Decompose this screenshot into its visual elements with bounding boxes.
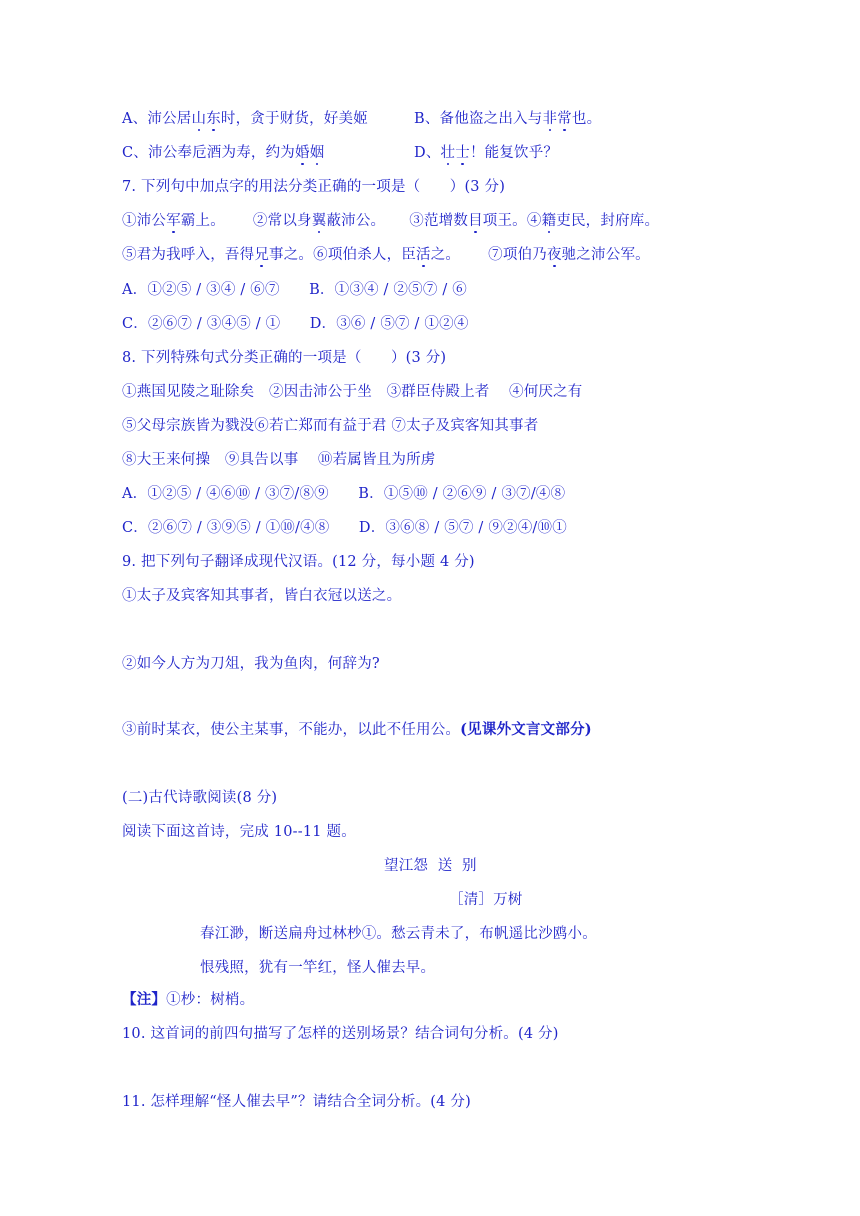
dotted-char: 东 xyxy=(206,111,221,127)
q8-sentences-row1: ①燕国见陵之耻除矣 ②因击沛公于坐 ③群臣侍殿上者 ④何厌之有 xyxy=(122,384,583,400)
dotted-char: 活 xyxy=(416,247,431,263)
text: A、沛公居 xyxy=(122,111,192,127)
q6-option-d xyxy=(414,143,558,163)
dotted-char: 山 xyxy=(191,111,207,127)
q6-option-b xyxy=(414,109,601,129)
q7-options-cd: C．②⑥⑦ / ③④⑤ / ① D．③⑥ / ⑤⑦ / ①②④ xyxy=(122,316,469,332)
poem-line-2: 恨残照，犹有一竿红，怪人催去早。 xyxy=(200,960,436,976)
text: ①沛公 xyxy=(122,213,167,229)
poem-note xyxy=(122,990,254,1010)
dotted-char: 婚 xyxy=(295,145,310,161)
q9-title: 9. 把下列句子翻译成现代汉语。(12 分，每小题 4 分) xyxy=(122,554,475,570)
q8-options-ab: A．①②⑤ / ④⑥⑩ / ③⑦/⑧⑨ B．①⑤⑩ / ②⑥⑨ / ③⑦/④⑧ xyxy=(122,486,566,502)
dotted-char: 军 xyxy=(166,213,181,229)
text: 也。 xyxy=(571,111,602,127)
q7-sentences-row1 xyxy=(122,211,659,231)
dotted-char: 壮 xyxy=(440,145,456,161)
note-text: ①杪：树梢。 xyxy=(166,992,255,1008)
q9-sentence-2: ②如今人方为刀俎，我为鱼肉，何辞为? xyxy=(122,656,380,672)
q8-title: 8. 下列特殊句式分类正确的一项是（ ）(3 分) xyxy=(122,350,447,366)
q8-sentences-row3: ⑧大王来何操 ⑨具告以事 ⑩若属皆且为所虏 xyxy=(122,452,436,468)
text: ④ xyxy=(526,213,542,229)
text: 时，贪于财货，好美姬 xyxy=(220,111,368,127)
text: ③前时某衣，使公主某事，不能办，以此不任用公。 xyxy=(122,722,461,738)
q7-title: 7. 下列句中加点字的用法分类正确的一项是（ ）(3 分) xyxy=(122,179,506,195)
text: B、备他盗之出入与 xyxy=(414,111,543,127)
text: 项王。 xyxy=(482,213,527,229)
dotted-char: 目 xyxy=(468,213,483,229)
q7-options-ab: A．①②⑤ / ③④ / ⑥⑦ B．①③④ / ②⑤⑦ / ⑥ xyxy=(122,282,467,298)
q11-question: 11. 怎样理解“怪人催去早”？请结合全词分析。(4 分) xyxy=(122,1094,471,1110)
text: ⑦项伯乃 xyxy=(488,247,547,263)
dotted-char: 非 xyxy=(542,111,558,127)
q6-option-c xyxy=(122,143,324,163)
text: ！能复饮乎？ xyxy=(469,145,559,161)
text: D、 xyxy=(414,145,441,161)
dotted-char: 翼 xyxy=(311,213,327,229)
dotted-char: 士 xyxy=(455,145,470,161)
section-heading: (二)古代诗歌阅读(8 分) xyxy=(122,790,278,806)
q8-sentences-row2: ⑤父母宗族皆为戮没⑥若亡郑而有益于君 ⑦太子及宾客知其事者 xyxy=(122,418,539,434)
q8-options-cd: C．②⑥⑦ / ③⑨⑤ / ①⑩/④⑧ D．③⑥⑧ / ⑤⑦ / ⑨②④/⑩① xyxy=(122,520,567,536)
text: ③范增数 xyxy=(409,213,469,229)
q7-sentences-row2 xyxy=(122,245,650,265)
dotted-char: 姻 xyxy=(309,145,325,161)
q9-sentence-1: ①太子及宾客知其事者，皆白衣冠以送之。 xyxy=(122,588,402,604)
poem-title: 望江怨 送 别 xyxy=(384,858,477,874)
dotted-char: 兄 xyxy=(254,247,270,263)
text: ⑥项伯杀人，臣 xyxy=(313,247,417,263)
q10-question: 10. 这首词的前四句描写了怎样的送别场景？结合词句分析。(4 分) xyxy=(122,1026,559,1042)
text: 事之。 xyxy=(269,247,314,263)
section-intro: 阅读下面这首诗，完成 10--11 题。 xyxy=(122,824,356,840)
dotted-char: 夜 xyxy=(546,247,562,263)
dotted-char: 籍 xyxy=(541,213,557,229)
text: 吏民，封府库。 xyxy=(556,213,660,229)
text: 霸上。 xyxy=(180,213,225,229)
q9-sentence-3 xyxy=(122,720,592,740)
poem-line-1: 春江渺，断送扁舟过林杪①。愁云青未了，布帆遥比沙鸥小。 xyxy=(200,926,597,942)
text: C、沛公奉卮酒为寿，约为 xyxy=(122,145,295,161)
text: 之。 xyxy=(430,247,461,263)
dotted-char: 常 xyxy=(557,111,572,127)
bold-note: (见课外文言文部分) xyxy=(460,721,592,738)
text: ⑤君为我呼入，吾得 xyxy=(122,247,255,263)
poem-author: ［清］万树 xyxy=(449,892,523,908)
note-label: 【注】 xyxy=(122,991,167,1008)
text: ②常以身 xyxy=(252,213,312,229)
text: 驰之沛公军。 xyxy=(561,247,650,263)
q6-option-a xyxy=(122,109,368,129)
text: 蔽沛公。 xyxy=(326,213,386,229)
